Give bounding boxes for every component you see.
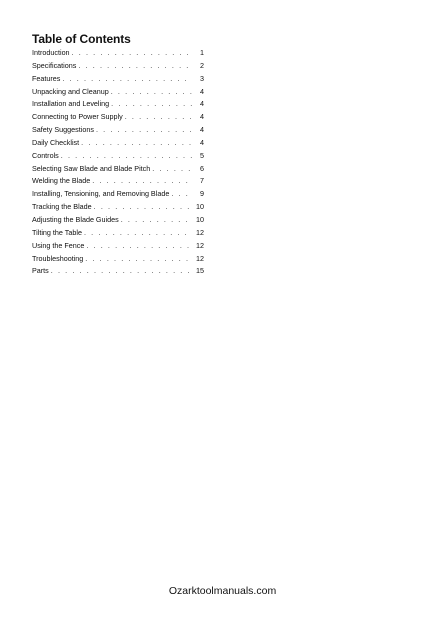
page-title: Table of Contents xyxy=(32,32,131,46)
toc-entry-label: Selecting Saw Blade and Blade Pitch xyxy=(32,163,151,173)
toc-entry-label: Safety Suggestions xyxy=(32,125,94,135)
toc-entry-page: 12 xyxy=(196,253,204,263)
toc-entry-label: Tilting the Table xyxy=(32,227,82,237)
toc-entry xyxy=(32,227,204,240)
toc-entry xyxy=(32,111,204,124)
toc-entry xyxy=(32,253,204,266)
toc-entry-page: 2 xyxy=(200,60,204,70)
toc-entry-label: Daily Checklist xyxy=(32,137,80,147)
toc-entry xyxy=(32,188,204,201)
toc-entry-label: Welding the Blade xyxy=(32,176,91,186)
toc-entry xyxy=(32,124,204,137)
toc-entry-page: 5 xyxy=(200,150,204,160)
toc-entry-label: Specifications xyxy=(32,60,77,70)
toc-entry-label: Troubleshooting xyxy=(32,253,84,263)
toc-entry-page: 4 xyxy=(200,99,204,109)
toc-entry xyxy=(32,60,204,73)
toc-entry-page: 4 xyxy=(200,112,204,122)
toc-entry xyxy=(32,98,204,111)
toc-leader-dots xyxy=(85,253,192,266)
toc-entry-label: Using the Fence xyxy=(32,240,85,250)
toc-entry-label: Unpacking and Cleanup xyxy=(32,86,109,96)
toc-entry-label: Controls xyxy=(32,150,59,160)
toc-entry xyxy=(32,137,204,150)
toc-leader-dots xyxy=(84,227,192,240)
toc-leader-dots xyxy=(121,214,192,227)
toc-entry xyxy=(32,265,204,278)
toc-leader-dots xyxy=(171,188,192,201)
toc-entry-page: 10 xyxy=(196,214,204,224)
toc-entry-page: 10 xyxy=(196,202,204,212)
toc-entry-label: Installation and Leveling xyxy=(32,99,110,109)
toc-entry-page: 7 xyxy=(200,176,204,186)
toc-entry-page: 6 xyxy=(200,163,204,173)
toc-list xyxy=(32,47,204,278)
toc-entry xyxy=(32,47,204,60)
toc-entry xyxy=(32,86,204,99)
toc-entry-page: 4 xyxy=(200,125,204,135)
toc-entry xyxy=(32,214,204,227)
toc-entry-page: 1 xyxy=(200,48,204,57)
toc-leader-dots xyxy=(92,175,192,188)
toc-leader-dots xyxy=(81,137,192,150)
toc-entry-label: Introduction xyxy=(32,48,70,57)
toc-leader-dots xyxy=(111,86,192,99)
toc-entry xyxy=(32,175,204,188)
toc-entry-page: 12 xyxy=(196,240,204,250)
toc-entry-page: 12 xyxy=(196,227,204,237)
toc-leader-dots xyxy=(94,201,192,214)
toc-entry xyxy=(32,150,204,163)
toc-leader-dots xyxy=(152,163,192,176)
toc-entry-label: Connecting to Power Supply xyxy=(32,112,123,122)
toc-leader-dots xyxy=(72,47,192,60)
toc-entry-page: 4 xyxy=(200,137,204,147)
toc-leader-dots xyxy=(111,98,192,111)
toc-leader-dots xyxy=(51,265,192,278)
toc-leader-dots xyxy=(125,111,192,124)
toc-entry xyxy=(32,163,204,176)
toc-entry xyxy=(32,73,204,86)
toc-leader-dots xyxy=(78,60,192,73)
toc-entry-label: Parts xyxy=(32,266,49,276)
toc-entry-label: Tracking the Blade xyxy=(32,202,92,212)
toc-entry-label: Installing, Tensioning, and Removing Blade xyxy=(32,189,170,199)
toc-leader-dots xyxy=(62,73,192,86)
toc-entry-label: Adjusting the Blade Guides xyxy=(32,214,119,224)
toc-leader-dots xyxy=(96,124,192,137)
toc-leader-dots xyxy=(86,240,192,253)
toc-entry-page: 9 xyxy=(200,189,204,199)
toc-entry xyxy=(32,201,204,214)
toc-entry-page: 4 xyxy=(200,86,204,96)
toc-leader-dots xyxy=(61,150,192,163)
toc-entry-page: 3 xyxy=(200,73,204,83)
toc-entry xyxy=(32,240,204,253)
toc-entry-page: 15 xyxy=(196,266,204,276)
footer-website: Ozarktoolmanuals.com xyxy=(168,585,277,597)
toc-entry-label: Features xyxy=(32,73,61,83)
